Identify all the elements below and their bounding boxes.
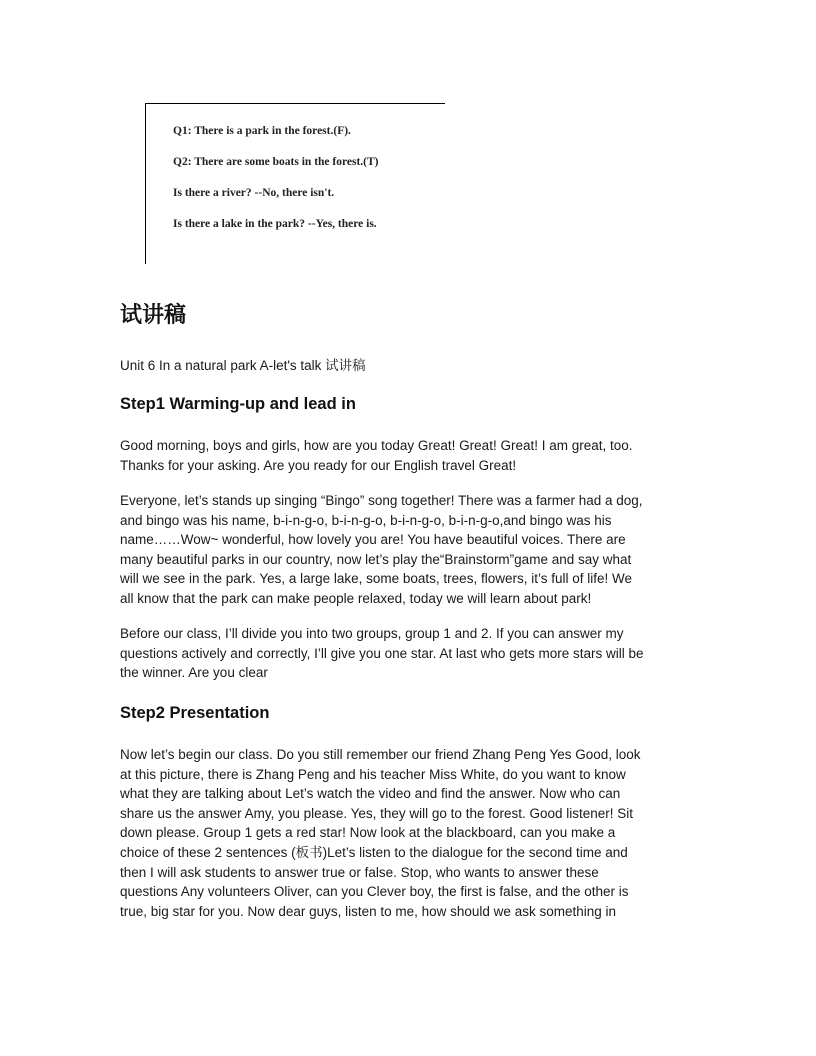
figure-line-river: Is there a river? --No, there isn't. [173, 187, 335, 199]
paragraph-line: many beautiful parks in our country, now let’s play the“Brainstorm”game and say what [120, 551, 632, 567]
paragraph-line: questions Any volunteers Oliver, can you Clever boy, the first is false, and the other is [120, 884, 629, 900]
paragraph-line: will we see in the park. Yes, a large lake, some boats, trees, flowers, it’s full of life! We [120, 571, 632, 587]
paragraph-line: down please. Group 1 gets a red star! Now look at the blackboard, can you make a [120, 825, 616, 841]
paragraph-bingo [120, 491, 700, 609]
paragraph-line: Good morning, boys and girls, how are you today Great! Great! Great! I am great, too. [120, 438, 633, 453]
document-subtitle: Unit 6 In a natural park A-let's talk 试讲稿 [120, 358, 366, 373]
paragraph-line: at this picture, there is Zhang Peng and his teacher Miss White, do you want to know [120, 766, 626, 782]
document-title: 试讲稿 [120, 303, 187, 328]
paragraph-line: true, big star for you. Now dear guys, listen to me, how should we ask something in [120, 903, 616, 919]
question-figure [145, 103, 445, 264]
paragraph-line: Now let’s begin our class. Do you still remember our friend Zhang Peng Yes Good, look [120, 747, 641, 762]
section-heading-step1: Step1 Warming-up and lead in [120, 395, 356, 413]
paragraph-line: Thanks for your asking. Are you ready for our English travel Great! [120, 457, 517, 473]
paragraph-presentation [120, 745, 700, 921]
paragraph-line: what they are talking about Let’s watch the video and find the answer. Now who can [120, 786, 621, 802]
paragraph-line: and bingo was his name, b-i-n-g-o, b-i-n-g-o, b-i-n-g-o, b-i-n-g-o,and bingo was his [120, 512, 612, 528]
paragraph-line: Everyone, let’s stands up singing “Bingo” song together! There was a farmer had a dog, [120, 493, 643, 508]
figure-line-q2: Q2: There are some boats in the forest.(T) [173, 156, 379, 168]
paragraph-greeting [120, 436, 700, 475]
paragraph-line: questions actively and correctly, I’ll give you one star. At last who gets more stars will be [120, 645, 644, 661]
paragraph-line: Before our class, I’ll divide you into two groups, group 1 and 2. If you can answer my [120, 626, 624, 641]
paragraph-line: share us the answer Amy, you please. Yes, they will go to the forest. Good listener! Sit [120, 805, 634, 821]
paragraph-groups [120, 624, 700, 683]
figure-line-q1: Q1: There is a park in the forest.(F). [173, 125, 351, 137]
section-heading-step2: Step2 Presentation [120, 704, 270, 722]
paragraph-line: name……Wow~ wonderful, how lovely you are! You have beautiful voices. There are [120, 532, 626, 548]
figure-line-lake: Is there a lake in the park? --Yes, there is. [173, 218, 377, 230]
paragraph-line: the winner. Are you clear [120, 665, 268, 681]
paragraph-line: choice of these 2 sentences (板书)Let’s listen to the dialogue for the second time and [120, 844, 628, 860]
paragraph-line: all know that the park can make people relaxed, today we will learn about park! [120, 590, 592, 606]
paragraph-line: then I will ask students to answer true or false. Stop, who wants to answer these [120, 864, 599, 880]
